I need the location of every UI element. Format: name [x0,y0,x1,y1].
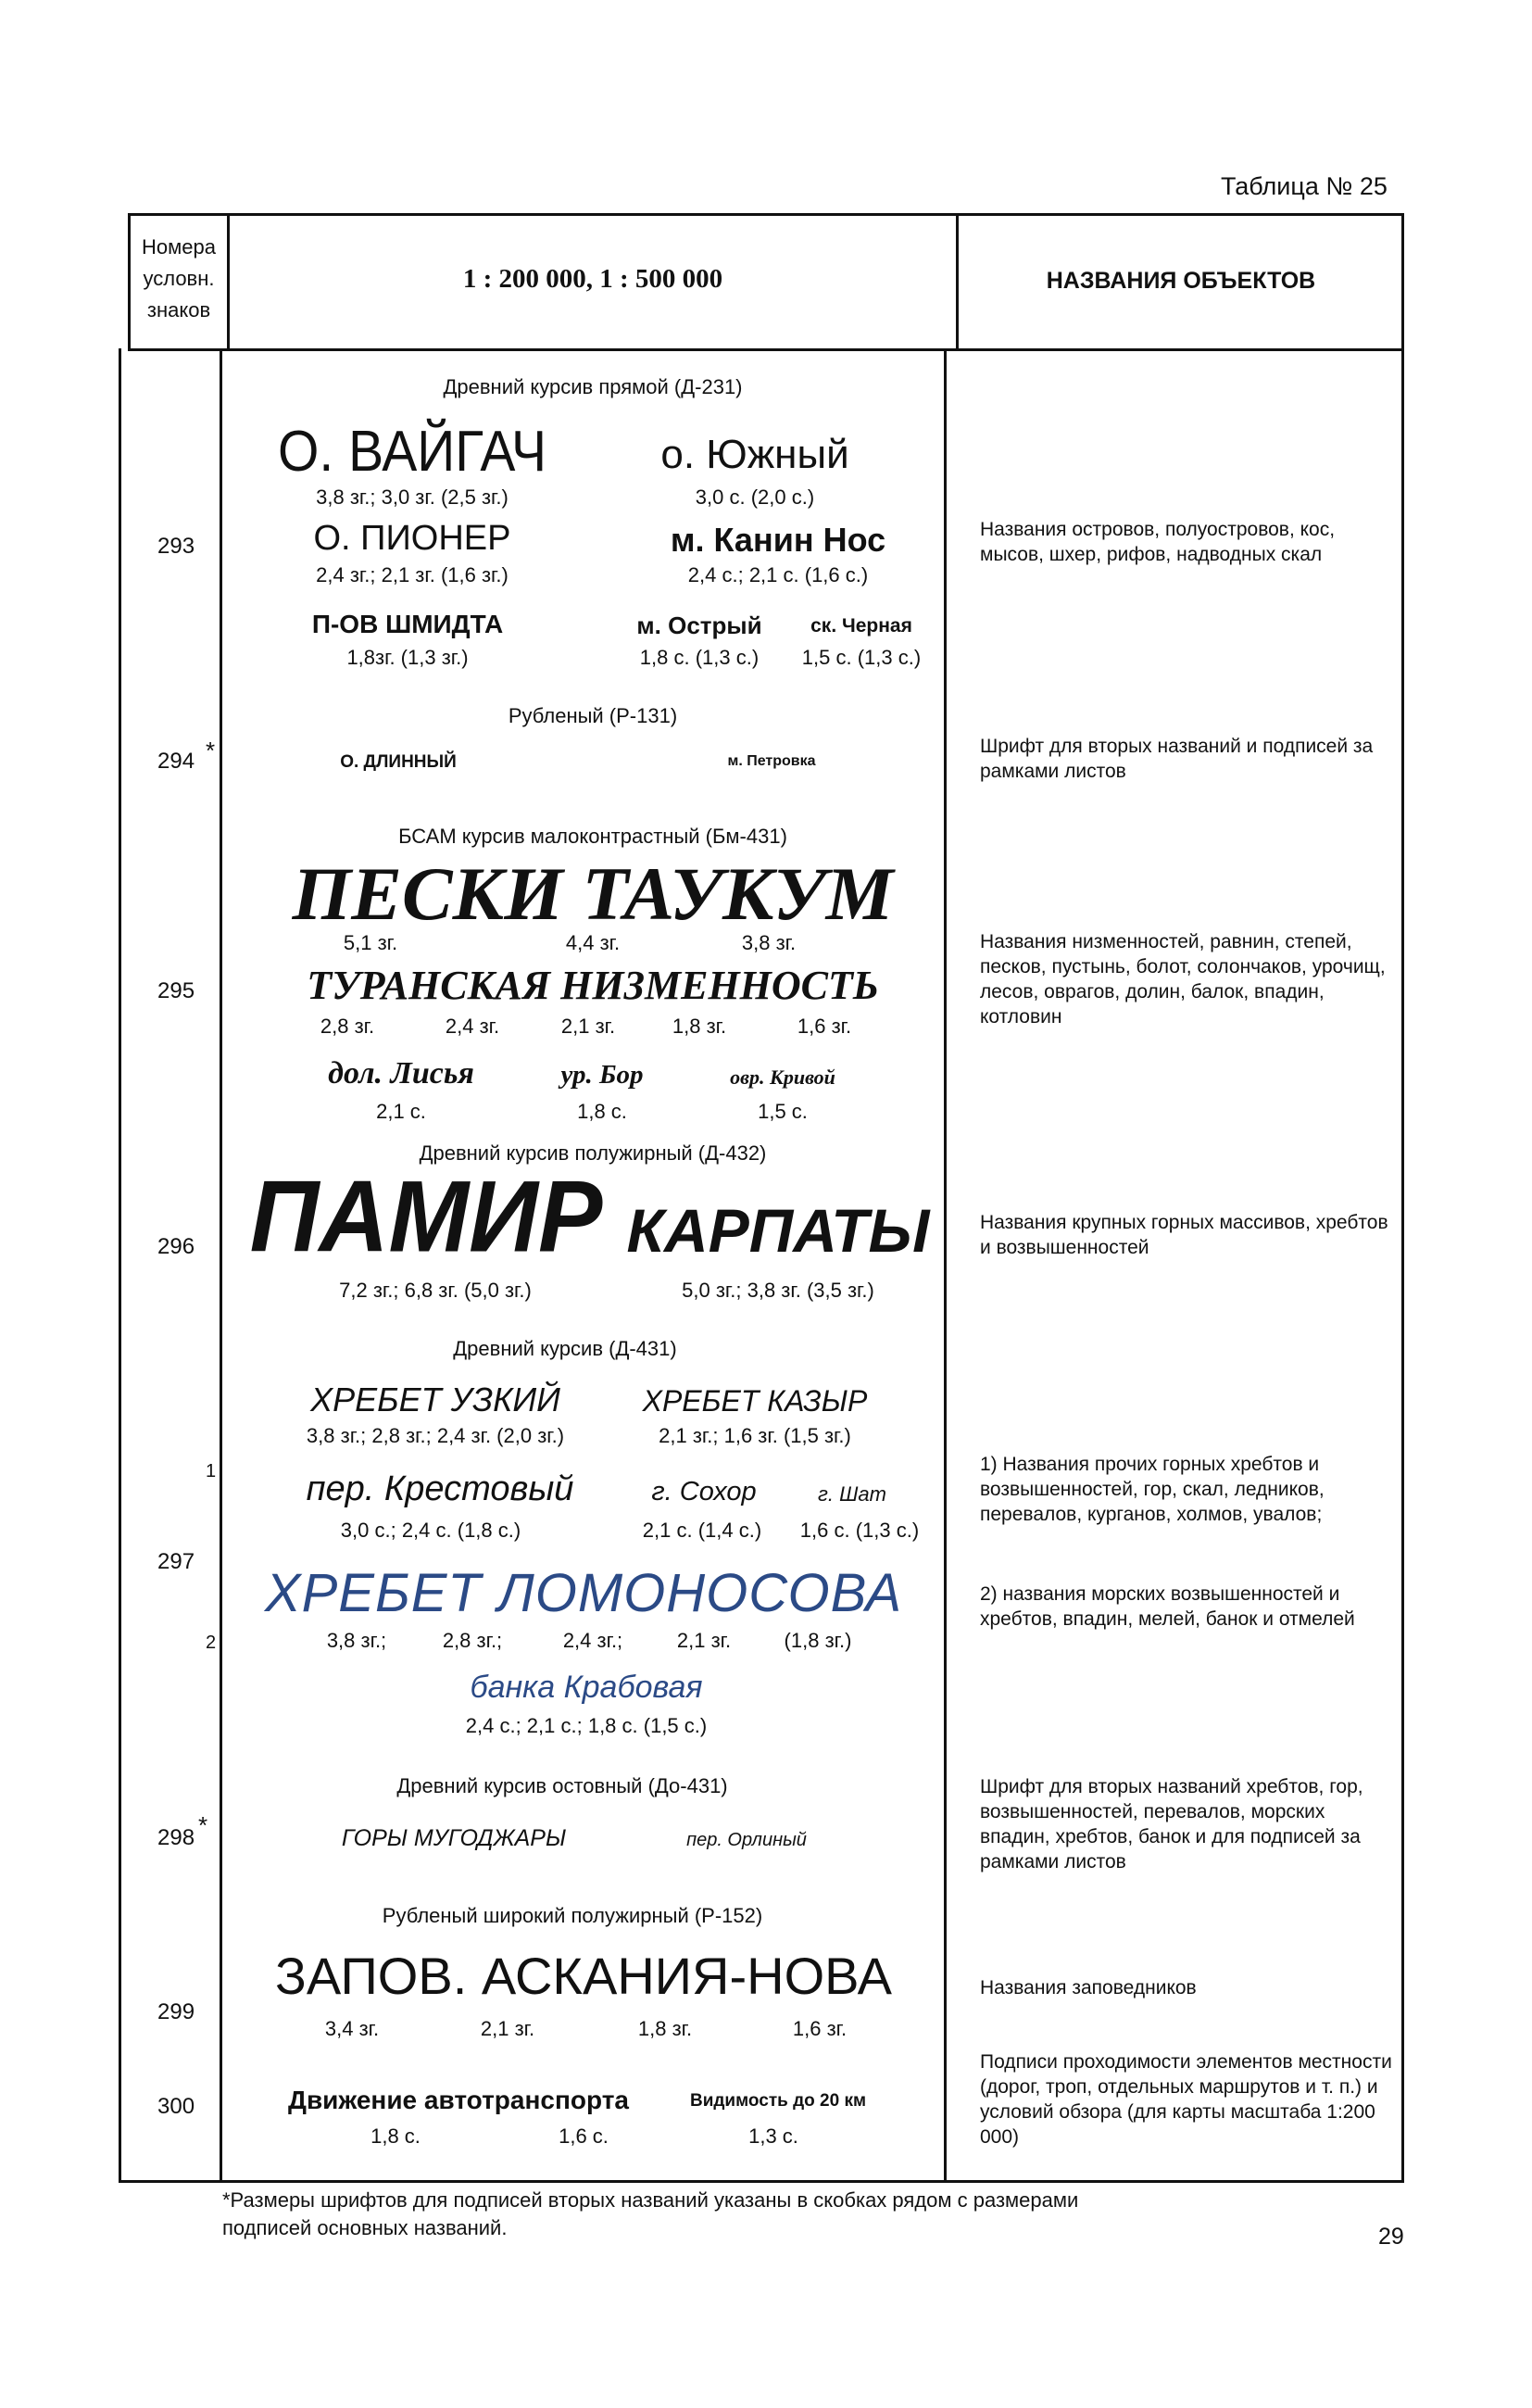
sample-size: 1,3 с. [748,2124,798,2148]
row-description: Шрифт для вторых названий и подписей за рамками листов [980,736,1374,782]
sample-size: 3,4 зг. [324,2017,380,2040]
header-numbers-line1: Номера [142,235,216,258]
row-description: Названия заповедников [980,1977,1197,1998]
sample-size: 3,8 зг.; [326,1629,387,1652]
sample-name: дол. Лисья [328,1056,474,1091]
row-number: 293 [157,534,195,559]
font-caption: Древний курсив прямой (Д-231) [443,375,743,398]
row-description: Названия крупных горных массивов, хребтов и возвышенностей [980,1212,1388,1258]
footnote-line: *Размеры шрифтов для подписей вторых названий указаны в скобках рядом с размерами [222,2188,1079,2212]
sample-size: 1,6 зг. [792,2017,848,2040]
sample-size: 2,4 с.; 2,1 с.; 1,8 с. (1,5 с.) [465,1714,708,1737]
sample-size: 7,2 зг.; 6,8 зг. (5,0 зг.) [339,1279,532,1302]
sample-size: 1,8 с. (1,3 с.) [639,646,760,669]
sample-name: ск. Черная [810,615,912,637]
sample-size: 2,4 зг.; 2,1 зг. (1,6 зг.) [316,563,509,586]
sample-size: 5,1 зг. [343,931,398,954]
sample-name: ХРЕБЕТ УЗКИЙ [310,1381,560,1418]
row-number: 295 [157,978,195,1003]
row-description: Названия низменностей, равнин, степей, песков, пустынь, болот, солончаков, урочищ, лесов, оврагов, долин, балок, впадин, котловин [980,931,1386,1027]
sample-size: 2,1 зг.; 1,6 зг. (1,5 зг.) [659,1424,851,1447]
sample-name: пер. Орлиный [686,1830,807,1850]
header-numbers-line3: знаков [146,298,211,321]
sample-size: 2,1 зг. [560,1015,616,1038]
font-caption: Древний курсив остовный (До-431) [396,1774,728,1797]
sample-size: 3,8 зг. [741,931,797,954]
row-number: 300 [157,2094,195,2119]
sample-size: 3,8 зг.; 2,8 зг.; 2,4 зг. (2,0 зг.) [306,1424,565,1447]
footnote-star: * [206,737,216,764]
row-number: 296 [157,1234,195,1259]
sample-size: 2,4 зг.; [562,1629,623,1652]
sample-name: г. Сохор [651,1477,757,1507]
row-description: 1) Названия прочих горных хребтов и возвышенностей, гор, скал, ледников, перевалов, курганов, холмов, увалов; [980,1454,1325,1525]
header-numbers-line2: условн. [143,267,215,290]
sample-name: О. ПИОНЕР [313,519,511,558]
sample-size: 1,5 с. (1,3 с.) [801,646,922,669]
sample-size: 2,8 зг.; [442,1629,503,1652]
sample-size: 3,0 с. (2,0 с.) [695,485,815,509]
footnote-line: подписей основных названий. [222,2216,508,2239]
row-description: Шрифт для вторых названий хребтов, гор, возвышенностей, перевалов, морских впадин, хребтов, банок и для подписей за рамками листов [980,1776,1363,1872]
font-caption: БСАМ курсив малоконтрастный (Бм-431) [398,825,787,848]
font-caption: Древний курсив полужирный (Д-432) [419,1141,767,1165]
font-caption: Древний курсив (Д-431) [453,1337,677,1360]
sample-size: 2,1 зг. [676,1629,732,1652]
sample-size: 1,8 с. [577,1100,627,1123]
sample-name: О. ВАЙГАЧ [278,420,546,484]
sample-name: овр. Кривой [730,1065,835,1089]
sample-size: 1,8 зг. [637,2017,693,2040]
sample-size: 2,8 зг. [320,1015,375,1038]
font-caption: Рубленый широкий полужирный (Р-152) [382,1904,763,1927]
sample-size: 1,6 с. (1,3 с.) [799,1519,920,1542]
row-number: 294 [157,749,195,774]
sample-name: ГОРЫ МУГОДЖАРЫ [341,1825,567,1851]
sample-size: 1,6 зг. [797,1015,852,1038]
sample-size: 5,0 зг.; 3,8 зг. (3,5 зг.) [682,1279,874,1302]
sample-name: ПЕСКИ ТАУКУМ [292,851,894,936]
row-number: 297 [157,1549,195,1574]
sample-name: м. Острый [636,611,762,639]
sub-number: 1 [206,1461,217,1481]
sample-size: 3,8 зг.; 3,0 зг. (2,5 зг.) [316,485,509,509]
sample-name: Движение автотранспорта [288,2086,629,2114]
sample-size: 1,8 с. [370,2124,421,2148]
table-label: Таблица № 25 [1221,172,1388,200]
sample-size: 1,6 с. [559,2124,609,2148]
sub-number: 2 [206,1633,217,1653]
footnote-star: * [198,1811,208,1839]
sample-name: м. Петровка [727,753,816,769]
sample-name-blue: ХРЕБЕТ ЛОМОНОСОВА [264,1563,903,1623]
sample-name: ТУРАНСКАЯ НИЗМЕННОСТЬ [307,963,879,1008]
page-number: 29 [1378,2224,1404,2250]
sample-size: 1,8зг. (1,3 зг.) [346,646,469,669]
sample-name: ПАМИР [249,1161,603,1274]
sample-name: ур. Бор [560,1060,644,1090]
sample-name-blue: банка Крабовая [470,1670,703,1705]
sample-size: 2,1 с. [376,1100,426,1123]
row-description: 2) названия морских возвышенностей и хребтов, впадин, мелей, банок и отмелей [980,1583,1355,1630]
header-names: НАЗВАНИЯ ОБЪЕКТОВ [1046,268,1316,294]
sample-size: 2,1 зг. [480,2017,535,2040]
sample-name: ЗАПОВ. АСКАНИЯ-НОВА [275,1947,892,2005]
sample-name: о. Южный [660,432,849,477]
sample-size: 1,8 зг. [672,1015,727,1038]
sample-size: (1,8 зг.) [784,1629,852,1652]
sample-name: ХРЕБЕТ КАЗЫР [642,1384,868,1418]
sample-size: 3,0 с.; 2,4 с. (1,8 с.) [340,1519,521,1542]
sample-name: Видимость до 20 км [689,2091,867,2111]
sample-size: 1,5 с. [758,1100,808,1123]
sample-name: КАРПАТЫ [626,1196,930,1265]
header-scale: 1 : 200 000, 1 : 500 000 [462,264,723,294]
sample-name: О. ДЛИННЫЙ [340,752,457,772]
sample-size: 2,4 зг. [445,1015,500,1038]
sample-name: П-ОВ ШМИДТА [311,610,504,638]
sample-name: г. Шат [818,1482,886,1506]
sample-size: 2,1 с. (1,4 с.) [642,1519,762,1542]
row-number: 298 [157,1825,195,1850]
row-number: 299 [157,1999,195,2024]
font-caption: Рубленый (Р-131) [508,704,678,727]
sample-name: м. Канин Нос [670,521,886,559]
sample-size: 4,4 зг. [565,931,621,954]
row-description: Подписи проходимости элементов местности (дорог, троп, отдельных маршрутов и т. п.) и условий обзора (для карты масштаба 1:200 000) [980,2051,1392,2148]
sample-size: 2,4 с.; 2,1 с. (1,6 с.) [687,563,869,586]
row-description: Названия островов, полуостровов, кос, мысов, шхер, рифов, надводных скал [980,519,1336,565]
sample-name: пер. Крестовый [306,1469,574,1508]
